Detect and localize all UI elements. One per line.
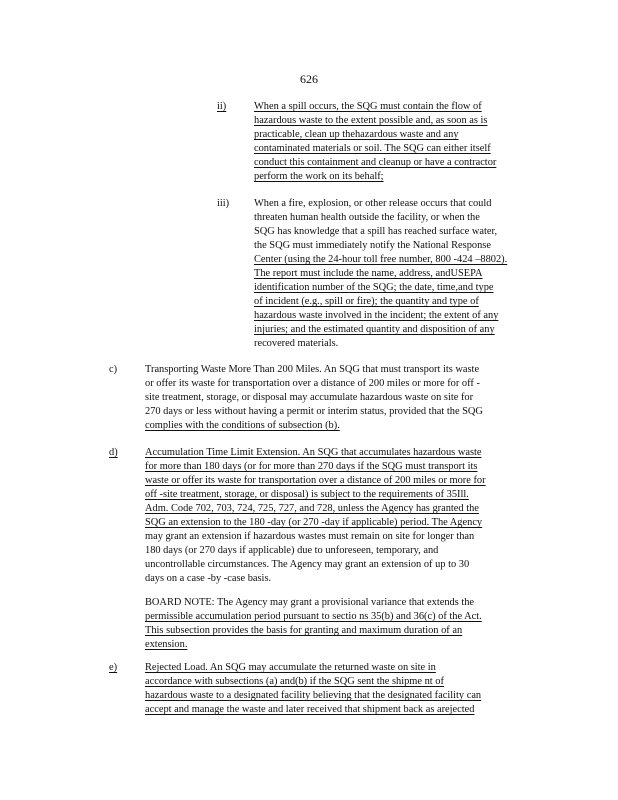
text-line: identification number of the SQG; the date, time,and type [254,282,494,293]
text-line: accept and manage the waste and later received that shipment back as arejected [145,704,475,715]
text-line: contaminated materials or soil. The SQG can either itself [254,143,491,154]
text-line: may grant an extension if hazardous wastes must remain on site for longer than [145,531,475,542]
text-line: extension. [145,639,188,650]
text-line: for more than 180 days (or for more than 270 days if the SQG must transport its [145,461,478,472]
text-line: uncontrollable circumstances. The Agency may grant an extension of up to 30 [145,559,470,570]
text-line: accordance with subsections (a) and(b) if the SQG sent the shipme nt of [145,676,444,687]
text-line: complies with the conditions of subsection (b). [145,420,340,431]
text-line: hazardous waste involved in the incident; the extent of any [254,310,499,321]
text-line: the SQG must immediately notify the National Response [254,240,491,251]
text-line: Rejected Load. An SQG may accumulate the returned waste on site in [145,662,436,673]
text-line: injuries; and the estimated quantity and disposition of any [254,324,495,335]
text-line: SQG an extension to the 180 -day (or 270 -day if applicable) period. The Agency [145,517,483,528]
text-line: hazardous waste to the extent possible and, as soon as is [254,115,488,126]
text-line: The report must include the name, address, andUSEPA [254,268,483,279]
text-line: 180 days (or 270 days if applicable) due to unforeseen, temporary, and [145,545,439,556]
item-marker: d) [109,447,118,458]
text-line: BOARD NOTE: The Agency may grant a provisional variance that extends the [145,597,475,608]
text-line: 270 days or less without having a permit or interim status, provided that the SQG [145,406,483,417]
text-line: This subsection provides the basis for granting and maximum duration of an [145,625,463,636]
text-line: site treatment, storage, or disposal may accumulate hazardous waste on site for [145,392,474,403]
page-number: 626 [300,72,318,86]
text-line: recovered materials. [254,338,339,349]
text-line: hazardous waste to a designated facility believing that the designated facility can [145,690,482,701]
text-line: Accumulation Time Limit Extension. An SQG that accumulates hazardous waste [145,447,482,458]
subitem-marker: ii) [217,101,227,112]
text-line: off -site treatment, storage, or disposal) is subject to the requirements of 35Ill. [145,489,469,500]
text-line: SQG has knowledge that a spill has reached surface water, [254,226,498,237]
text-line: Adm. Code 702, 703, 724, 725, 727, and 728, unless the Agency has granted the [145,503,479,514]
subitem-marker: iii) [217,198,230,209]
text-line: perform the work on its behalf; [254,171,384,182]
text-line: practicable, clean up thehazardous waste and any [254,129,459,140]
text-line: of incident (e.g., spill or fire); the quantity and type of [254,296,479,307]
text-line: or offer its waste for transportation over a distance of 200 miles or more for off - [145,378,480,389]
text-line: Transporting Waste More Than 200 Miles. An SQG that must transport its waste [145,364,480,375]
text-line: Center (using the 24-hour toll free number, 800 -424 –8802). [254,254,508,265]
text-line: days on a case -by -case basis. [145,573,272,584]
item-marker: e) [109,662,118,673]
text-line: permissible accumulation period pursuant to sectio ns 35(b) and 36(c) of the Act. [145,611,482,622]
text-line: threaten human health outside the facility, or when the [254,212,480,223]
text-line: When a fire, explosion, or other release occurs that could [254,198,492,209]
text-line: conduct this containment and cleanup or have a contractor [254,157,497,168]
item-marker: c) [109,364,118,375]
text-line: When a spill occurs, the SQG must contain the flow of [254,101,482,112]
text-line: waste or offer its waste for transportation over a distance of 200 miles or more for [145,475,486,486]
